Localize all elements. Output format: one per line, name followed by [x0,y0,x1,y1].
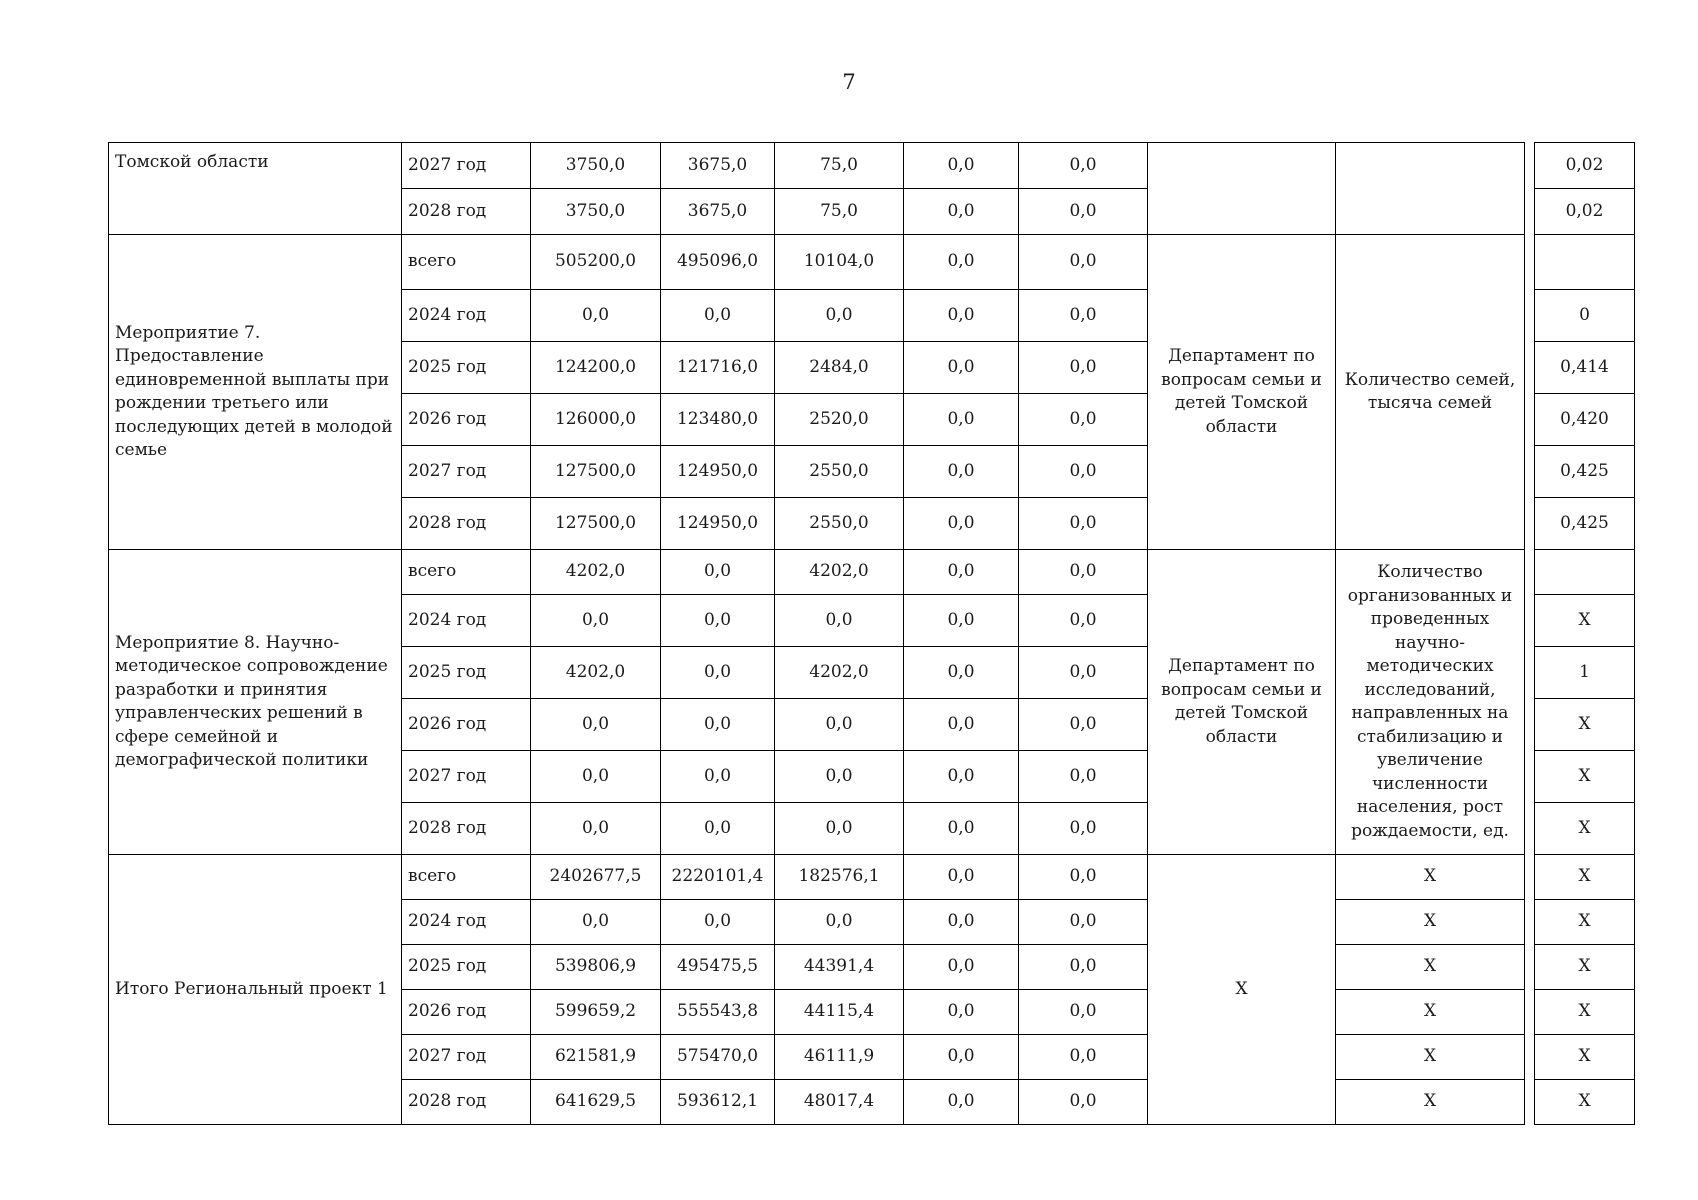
federal-cell: 495096,0 [661,235,775,290]
extrabudget-cell: 0,0 [1019,855,1148,900]
year-cell: 2027 год [402,143,531,189]
indicator-value: Х [1535,1080,1635,1125]
regional-cell: 4202,0 [775,550,904,595]
table-row [109,855,1635,900]
year-cell: 2026 год [402,394,531,446]
year-cell: 2028 год [402,803,531,855]
total-cell: 3750,0 [531,189,661,235]
regional-cell: 0,0 [775,803,904,855]
local-cell: 0,0 [904,446,1019,498]
total-cell: 0,0 [531,900,661,945]
regional-cell: 2520,0 [775,394,904,446]
local-cell: 0,0 [904,235,1019,290]
executor-cell: Х [1148,855,1336,1125]
regional-cell: 46111,9 [775,1035,904,1080]
indicator-value: 0,425 [1535,498,1635,550]
year-cell: 2027 год [402,446,531,498]
total-cell: 505200,0 [531,235,661,290]
page-number: 7 [842,70,856,94]
local-cell: 0,0 [904,855,1019,900]
local-cell: 0,0 [904,990,1019,1035]
year-cell: 2026 год [402,699,531,751]
regional-cell: 4202,0 [775,647,904,699]
regional-cell: 75,0 [775,189,904,235]
regional-cell: 75,0 [775,143,904,189]
federal-cell: 0,0 [661,803,775,855]
federal-cell: 123480,0 [661,394,775,446]
regional-cell: 10104,0 [775,235,904,290]
federal-cell: 124950,0 [661,446,775,498]
year-cell: 2025 год [402,342,531,394]
indicator-value: 0,425 [1535,446,1635,498]
gap-cell [1525,235,1535,550]
local-cell: 0,0 [904,1035,1019,1080]
total-cell: 4202,0 [531,647,661,699]
executor-cell: Департамент по вопросам семьи и детей Томской области [1148,235,1336,550]
indicator-value: Х [1535,1035,1635,1080]
indicator-cell: Х [1336,900,1525,945]
federal-cell: 124950,0 [661,498,775,550]
year-cell: 2027 год [402,751,531,803]
regional-cell: 44115,4 [775,990,904,1035]
extrabudget-cell: 0,0 [1019,1080,1148,1125]
regional-cell: 0,0 [775,751,904,803]
indicator-cell: Х [1336,1035,1525,1080]
indicator-cell: Х [1336,945,1525,990]
regional-cell: 0,0 [775,595,904,647]
federal-cell: 0,0 [661,550,775,595]
extrabudget-cell: 0,0 [1019,143,1148,189]
gap-cell [1525,143,1535,235]
extrabudget-cell: 0,0 [1019,751,1148,803]
year-cell: 2026 год [402,990,531,1035]
local-cell: 0,0 [904,699,1019,751]
federal-cell: 0,0 [661,647,775,699]
extrabudget-cell: 0,0 [1019,990,1148,1035]
extrabudget-cell: 0,0 [1019,498,1148,550]
total-cell: 126000,0 [531,394,661,446]
total-cell: 539806,9 [531,945,661,990]
federal-cell: 2220101,4 [661,855,775,900]
table-row [109,143,1635,189]
indicator-value: 0,414 [1535,342,1635,394]
extrabudget-cell: 0,0 [1019,647,1148,699]
indicator-cell: Х [1336,1080,1525,1125]
regional-cell: 2550,0 [775,446,904,498]
activity-name: Итого Региональный проект 1 [109,855,402,1125]
local-cell: 0,0 [904,498,1019,550]
indicator-value: Х [1535,855,1635,900]
indicator-value: Х [1535,900,1635,945]
total-cell: 641629,5 [531,1080,661,1125]
local-cell: 0,0 [904,595,1019,647]
table-row [109,235,1635,290]
federal-cell: 121716,0 [661,342,775,394]
extrabudget-cell: 0,0 [1019,1035,1148,1080]
total-cell: 621581,9 [531,1035,661,1080]
year-cell: 2024 год [402,290,531,342]
indicator-value: Х [1535,699,1635,751]
year-cell: 2025 год [402,647,531,699]
indicator-value: Х [1535,945,1635,990]
indicator-value: Х [1535,595,1635,647]
activity-name: Мероприятие 7. Предоставление единовременной выплаты при рождении третьего или последующих детей в молодой семье [109,235,402,550]
year-cell: 2028 год [402,1080,531,1125]
extrabudget-cell: 0,0 [1019,394,1148,446]
federal-cell: 575470,0 [661,1035,775,1080]
extrabudget-cell: 0,0 [1019,235,1148,290]
local-cell: 0,0 [904,1080,1019,1125]
year-cell: 2024 год [402,595,531,647]
regional-cell: 0,0 [775,900,904,945]
federal-cell: 495475,5 [661,945,775,990]
local-cell: 0,0 [904,394,1019,446]
extrabudget-cell: 0,0 [1019,900,1148,945]
year-cell: 2028 год [402,189,531,235]
gap-cell [1525,550,1535,855]
indicator-value: 0 [1535,290,1635,342]
extrabudget-cell: 0,0 [1019,189,1148,235]
year-cell: 2025 год [402,945,531,990]
local-cell: 0,0 [904,945,1019,990]
total-cell: 4202,0 [531,550,661,595]
indicator-value: 0,02 [1535,143,1635,189]
total-cell: 0,0 [531,290,661,342]
gap-cell [1525,855,1535,1125]
activity-name: Мероприятие 8. Научно-методическое сопровождение разработки и принятия управленческих решений в сфере семейной и демографической политики [109,550,402,855]
executor-cell [1148,143,1336,235]
regional-cell: 0,0 [775,290,904,342]
extrabudget-cell: 0,0 [1019,290,1148,342]
total-cell: 127500,0 [531,498,661,550]
regional-cell: 182576,1 [775,855,904,900]
indicator-cell: Количество семей, тысяча семей [1336,235,1525,550]
indicator-cell [1336,143,1525,235]
federal-cell: 0,0 [661,751,775,803]
extrabudget-cell: 0,0 [1019,550,1148,595]
regional-cell: 0,0 [775,699,904,751]
total-cell: 127500,0 [531,446,661,498]
regional-cell: 2550,0 [775,498,904,550]
local-cell: 0,0 [904,290,1019,342]
year-cell: 2024 год [402,900,531,945]
total-cell: 599659,2 [531,990,661,1035]
total-cell: 3750,0 [531,143,661,189]
year-cell: всего [402,550,531,595]
regional-cell: 44391,4 [775,945,904,990]
local-cell: 0,0 [904,189,1019,235]
federal-cell: 0,0 [661,699,775,751]
local-cell: 0,0 [904,900,1019,945]
total-cell: 0,0 [531,595,661,647]
indicator-cell: Х [1336,855,1525,900]
indicator-value: Х [1535,990,1635,1035]
extrabudget-cell: 0,0 [1019,446,1148,498]
table-row [109,550,1635,595]
total-cell: 0,0 [531,751,661,803]
extrabudget-cell: 0,0 [1019,803,1148,855]
local-cell: 0,0 [904,647,1019,699]
federal-cell: 0,0 [661,900,775,945]
total-cell: 0,0 [531,803,661,855]
total-cell: 0,0 [531,699,661,751]
year-cell: всего [402,855,531,900]
year-cell: 2027 год [402,1035,531,1080]
year-cell: 2028 год [402,498,531,550]
federal-cell: 555543,8 [661,990,775,1035]
indicator-cell: Х [1336,990,1525,1035]
total-cell: 124200,0 [531,342,661,394]
total-cell: 2402677,5 [531,855,661,900]
extrabudget-cell: 0,0 [1019,945,1148,990]
indicator-value: Х [1535,751,1635,803]
executor-cell: Департамент по вопросам семьи и детей Томской области [1148,550,1336,855]
federal-cell: 0,0 [661,595,775,647]
federal-cell: 3675,0 [661,189,775,235]
activity-name: Томской области [109,143,402,235]
indicator-value: 0,02 [1535,189,1635,235]
indicator-value: Х [1535,803,1635,855]
regional-cell: 2484,0 [775,342,904,394]
indicator-value: 0,420 [1535,394,1635,446]
local-cell: 0,0 [904,143,1019,189]
extrabudget-cell: 0,0 [1019,699,1148,751]
federal-cell: 593612,1 [661,1080,775,1125]
local-cell: 0,0 [904,550,1019,595]
funding-table [108,142,1635,1125]
federal-cell: 0,0 [661,290,775,342]
indicator-cell: Количество организованных и проведенных научно-методических исследований, направленных на стабилизацию и увеличение численности населения, рост рождаемости, ед. [1336,550,1525,855]
extrabudget-cell: 0,0 [1019,595,1148,647]
local-cell: 0,0 [904,803,1019,855]
year-cell: всего [402,235,531,290]
indicator-value [1535,550,1635,595]
local-cell: 0,0 [904,751,1019,803]
local-cell: 0,0 [904,342,1019,394]
extrabudget-cell: 0,0 [1019,342,1148,394]
federal-cell: 3675,0 [661,143,775,189]
indicator-value [1535,235,1635,290]
regional-cell: 48017,4 [775,1080,904,1125]
indicator-value: 1 [1535,647,1635,699]
